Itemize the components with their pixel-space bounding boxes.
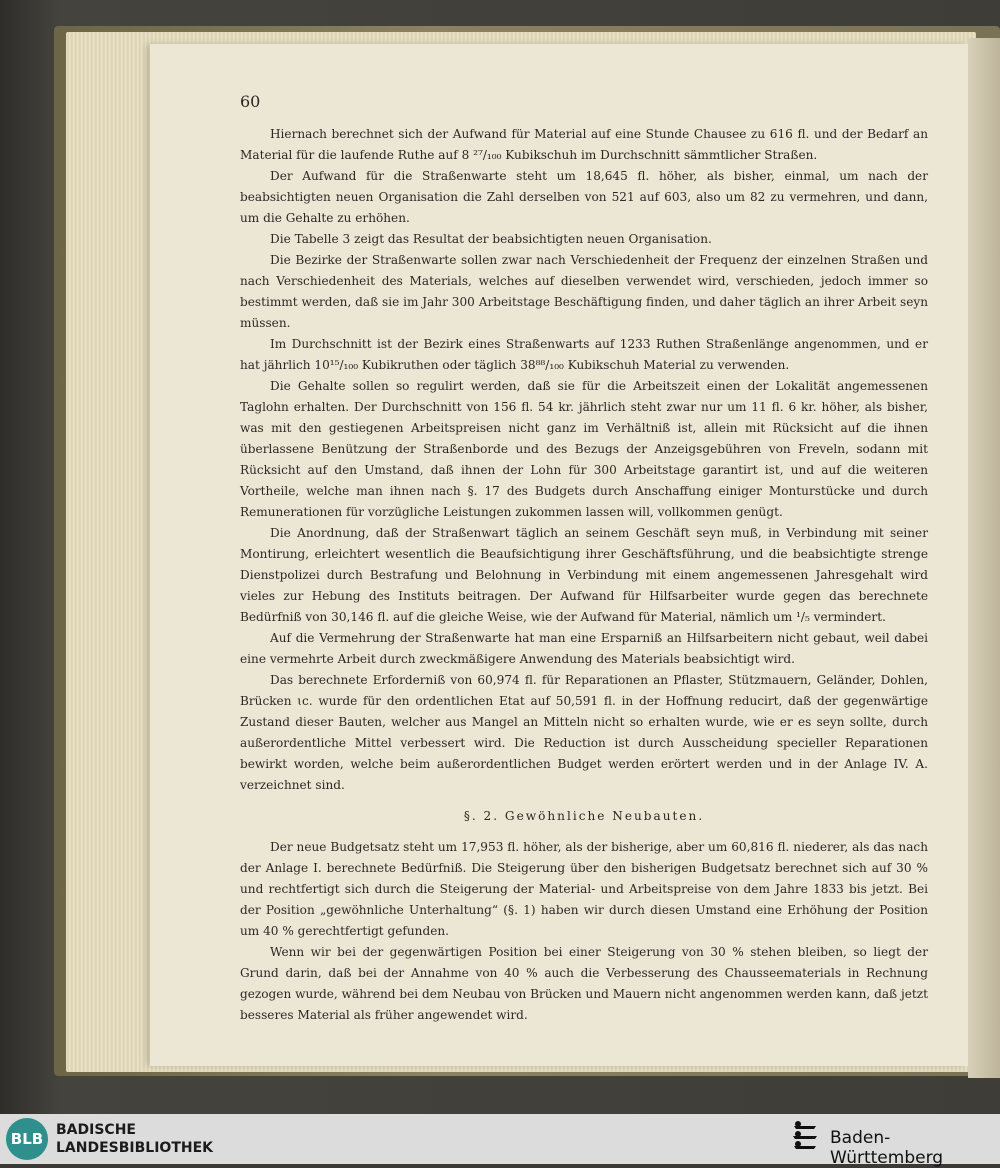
- facing-page-edge: [968, 38, 1000, 1078]
- footer-bar: [0, 1114, 1000, 1168]
- section-heading: §. 2. Gewöhnliche Neubauten.: [463, 809, 705, 823]
- paragraph: Hiernach berechnet sich der Aufwand für Material auf eine Stunde Chausee zu 616 fl. und der Bedarf an Material für die laufende Ruthe auf 8 ²⁷/₁₀₀ Kubikschuh im Durchschnitt sämmtlicher Straßen.: [240, 127, 928, 162]
- library-name-line1[interactable]: BADISCHE: [56, 1122, 136, 1138]
- paragraph: Die Anordnung, daß der Straßenwart täglich an seinem Geschäft seyn muß, in Verbindung mit seiner Montirung, erleichtert wesentlich die Beaufsichtigung ihrer Geschäftsführung, und die beabsichtigte strenge Dienstpolizei durch Bestrafung und Belohnung in Verbindung mit einem angemessenen Jahresgehalt wird vieles zur Hebung des Instituts beitragen. Der Aufwand für Hilfsarbeiter wurde gegen das berechnete Bedürfniß von 30,146 fl. auf die gleiche Weise, wie der Aufwand für Material, nämlich um ¹/₅ vermindert.: [240, 526, 928, 624]
- blb-logo-icon[interactable]: BLB: [6, 1118, 48, 1160]
- paragraph: Wenn wir bei der gegenwärtigen Position bei einer Steigerung von 30 % stehen bleiben, so liegt der Grund darin, daß bei der Annahme von 40 % auch die Verbesserung des Chausseematerials in Rechnung gezogen wurde, während bei dem Neubau von Brücken und Mauern nicht angenommen werden kann, daß jetzt besseres Material als früher angewendet wird.: [240, 945, 928, 1022]
- paragraph: Auf die Vermehrung der Straßenwarte hat man eine Ersparniß an Hilfsarbeitern nicht gebaut, weil dabei eine vermehrte Arbeit durch zweckmäßigere Anwendung des Materials beabsichtigt wird.: [240, 631, 928, 666]
- paragraph: Die Gehalte sollen so regulirt werden, daß sie für die Arbeitszeit einen der Lokalität angemessenen Taglohn erhalten. Der Durchschnitt von 156 fl. 54 kr. jährlich steht zwar nur um 11 fl. 6 kr. höher, als bisher, was mit den gestiegenen Arbeitspreisen nicht ganz im Verhältniß ist, allein mit Rücksicht auf die ihnen überlassene Benützung der Straßenborde und des Bezugs der Anzeigsgebühren von Freveln, sodann mit Rücksicht auf den Umstand, daß ihnen der Lohn für 300 Arbeitstage garantirt ist, und auf die weiteren Vortheile, welche man ihnen nach §. 17 des Budgets durch Anschaffung einiger Monturstücke und durch Remunerationen für vorzügliche Leistungen zukommen lassen will, vollkommen genügt.: [240, 379, 928, 519]
- lions-crest-icon: [790, 1120, 822, 1158]
- library-name-line2[interactable]: LANDESBIBLIOTHEK: [56, 1140, 214, 1156]
- paragraph: Die Bezirke der Straßenwarte sollen zwar nach Verschiedenheit der Frequenz der einzelnen Straßen und nach Verschiedenheit des Materials, welches auf dieselben verwendet wird, verschieden, jedoch immer so bestimmt werden, daß sie im Jahr 300 Arbeitstage Beschäftigung finden, und daher täglich an ihrer Arbeit seyn müssen.: [240, 253, 928, 330]
- paragraph: Die Tabelle 3 zeigt das Resultat der beabsichtigten neuen Organisation.: [270, 232, 712, 246]
- paragraph: Im Durchschnitt ist der Bezirk eines Straßenwarts auf 1233 Ruthen Straßenlänge angenommen, und er hat jährlich 10¹⁵/₁₀₀ Kubikruthen oder täglich 38⁸⁸/₁₀₀ Kubikschuh Material zu verwenden.: [240, 337, 928, 372]
- page-text: [240, 124, 928, 1026]
- paragraph: Das berechnete Erforderniß von 60,974 fl. für Reparationen an Pflaster, Stützmauern, Geländer, Dohlen, Brücken ɩc. wurde für den ordentlichen Etat auf 50,591 fl. in der Hoffnung reducirt, daß der gegenwärtige Zustand dieser Bauten, welcher aus Mangel an Mitteln nicht so erhalten wurde, wie er es seyn sollte, durch außerordentliche Mittel verbessert wird. Die Reduction ist durch Ausscheidung specieller Reparationen bewirkt worden, welche beim außerordentlichen Budget werden erörtert werden und in der Anlage IV. A. verzeichnet sind.: [240, 673, 928, 792]
- paragraph: Der neue Budgetsatz steht um 17,953 fl. höher, als der bisherige, aber um 60,816 fl. niederer, als das nach der Anlage I. berechnete Bedürfniß. Die Steigerung über den bisherigen Budgetsatz berechnet sich auf 30 % und rechtfertigt sich durch die Steigerung der Material- und Arbeitspreise von dem Jahre 1833 bis jetzt. Bei der Position „gewöhnliche Unterhaltung“ (§. 1) haben wir durch diesen Umstand eine Erhöhung der Position um 40 % gerechtfertigt gefunden.: [240, 840, 928, 938]
- paragraph: Der Aufwand für die Straßenwarte steht um 18,645 fl. höher, als bisher, einmal, um nach der beabsichtigten neuen Organisation die Zahl derselben von 521 auf 603, also um 82 zu vermehren, und dann, um die Gehalte zu erhöhen.: [240, 169, 928, 225]
- page-number: 60: [240, 92, 261, 111]
- state-name[interactable]: Baden-Württemberg: [830, 1128, 944, 1168]
